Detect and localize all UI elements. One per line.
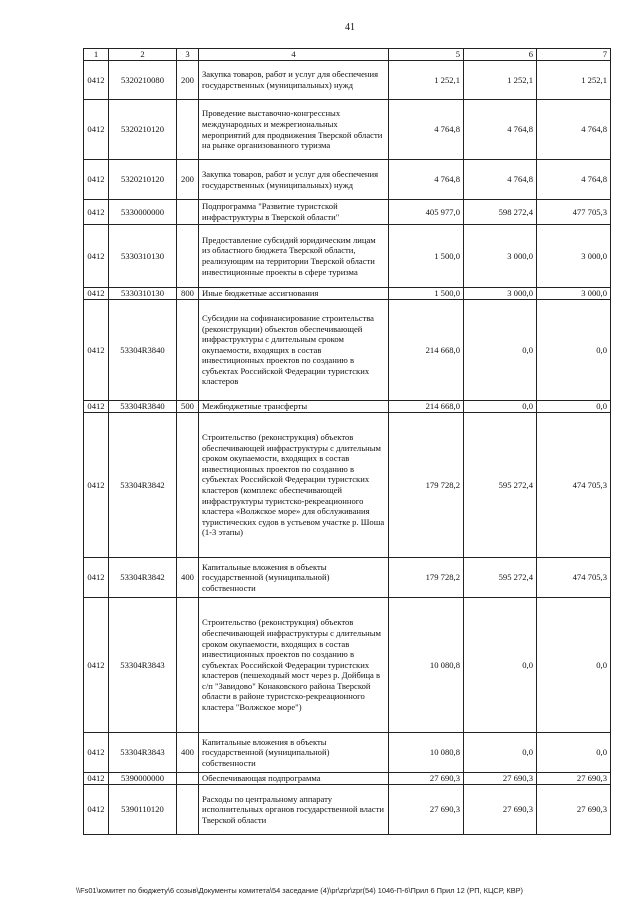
amount-year1-cell: 214 668,0 xyxy=(389,401,464,413)
amount-year3-cell: 3 000,0 xyxy=(537,225,611,288)
table-row xyxy=(84,61,611,100)
expense-type-cell xyxy=(177,773,199,785)
amount-year2-cell: 27 690,3 xyxy=(464,773,537,785)
expense-type-cell xyxy=(177,598,199,733)
amount-year3-cell: 0,0 xyxy=(537,598,611,733)
amount-year1-cell: 1 500,0 xyxy=(389,288,464,300)
name-cell: Расходы по центральному аппарату исполнительных органов государственной власти Тверской области xyxy=(199,785,389,835)
amount-year2-cell: 0,0 xyxy=(464,598,537,733)
section-cell: 0412 xyxy=(84,160,109,200)
amount-year1-cell: 4 764,8 xyxy=(389,160,464,200)
amount-year1-cell: 10 080,8 xyxy=(389,733,464,773)
target-code-cell: 53304R3842 xyxy=(109,558,177,598)
amount-year1-cell: 27 690,3 xyxy=(389,785,464,835)
table-row xyxy=(84,225,611,288)
section-cell: 0412 xyxy=(84,598,109,733)
name-cell: Иные бюджетные ассигнования xyxy=(199,288,389,300)
amount-year2-cell: 595 272,4 xyxy=(464,413,537,558)
target-code-cell: 53304R3842 xyxy=(109,413,177,558)
name-cell: Субсидии на софинансирование строительства (реконструкции) объектов обеспечивающей инфраструктуры с длительным сроком окупаемости, входящих в состав инвестиционных проектов по созданию в субъектах Российской Федерации туристских кластеров xyxy=(199,300,389,401)
expense-type-cell: 400 xyxy=(177,558,199,598)
header-cell: 5 xyxy=(389,49,464,61)
table-row xyxy=(84,100,611,160)
section-cell: 0412 xyxy=(84,300,109,401)
amount-year3-cell: 1 252,1 xyxy=(537,61,611,100)
table-row xyxy=(84,401,611,413)
section-cell: 0412 xyxy=(84,785,109,835)
page-number: 41 xyxy=(345,22,355,33)
amount-year3-cell: 0,0 xyxy=(537,401,611,413)
section-cell: 0412 xyxy=(84,773,109,785)
expense-type-cell xyxy=(177,200,199,225)
amount-year3-cell: 474 705,3 xyxy=(537,558,611,598)
expense-type-cell: 800 xyxy=(177,288,199,300)
amount-year3-cell: 477 705,3 xyxy=(537,200,611,225)
amount-year1-cell: 1 252,1 xyxy=(389,61,464,100)
name-cell: Закупка товаров, работ и услуг для обеспечения государственных (муниципальных) нужд xyxy=(199,61,389,100)
table-row xyxy=(84,288,611,300)
amount-year3-cell: 474 705,3 xyxy=(537,413,611,558)
expense-type-cell: 400 xyxy=(177,733,199,773)
target-code-cell: 5330000000 xyxy=(109,200,177,225)
name-cell: Капитальные вложения в объекты государственной (муниципальной) собственности xyxy=(199,558,389,598)
table-row xyxy=(84,785,611,835)
table-row xyxy=(84,413,611,558)
amount-year3-cell: 27 690,3 xyxy=(537,785,611,835)
amount-year1-cell: 179 728,2 xyxy=(389,413,464,558)
expense-type-cell xyxy=(177,225,199,288)
target-code-cell: 5320210120 xyxy=(109,100,177,160)
target-code-cell: 5390110120 xyxy=(109,785,177,835)
amount-year2-cell: 27 690,3 xyxy=(464,785,537,835)
name-cell: Капитальные вложения в объекты государственной (муниципальной) собственности xyxy=(199,733,389,773)
amount-year2-cell: 0,0 xyxy=(464,300,537,401)
section-cell: 0412 xyxy=(84,100,109,160)
expense-type-cell xyxy=(177,785,199,835)
target-code-cell: 53304R3840 xyxy=(109,300,177,401)
amount-year2-cell: 3 000,0 xyxy=(464,225,537,288)
section-cell: 0412 xyxy=(84,401,109,413)
amount-year1-cell: 405 977,0 xyxy=(389,200,464,225)
amount-year3-cell: 3 000,0 xyxy=(537,288,611,300)
budget-table xyxy=(83,48,611,835)
section-cell: 0412 xyxy=(84,61,109,100)
table-row xyxy=(84,733,611,773)
header-cell: 4 xyxy=(199,49,389,61)
table-row xyxy=(84,300,611,401)
header-cell: 1 xyxy=(84,49,109,61)
amount-year1-cell: 1 500,0 xyxy=(389,225,464,288)
section-cell: 0412 xyxy=(84,733,109,773)
expense-type-cell: 200 xyxy=(177,61,199,100)
name-cell: Проведение выставочно-конгрессных международных и межрегиональных мероприятий для продвижения Тверской области на рынке организованного туризма xyxy=(199,100,389,160)
target-code-cell: 5330310130 xyxy=(109,225,177,288)
amount-year3-cell: 27 690,3 xyxy=(537,773,611,785)
table-row xyxy=(84,200,611,225)
expense-type-cell xyxy=(177,413,199,558)
amount-year2-cell: 4 764,8 xyxy=(464,100,537,160)
target-code-cell: 5320210120 xyxy=(109,160,177,200)
document-file-path: \\Fs01\комитет по бюджету\6 созыв\Документы комитета\54 заседание (4)\pr\zpr\zpr(54) 1046-П-6\Прил 6 Прил 12 (РП, КЦСР, КВР) xyxy=(76,886,524,895)
amount-year2-cell: 0,0 xyxy=(464,733,537,773)
header-cell: 2 xyxy=(109,49,177,61)
amount-year2-cell: 1 252,1 xyxy=(464,61,537,100)
name-cell: Межбюджетные трансферты xyxy=(199,401,389,413)
table-row xyxy=(84,598,611,733)
header-cell: 6 xyxy=(464,49,537,61)
header-cell: 3 xyxy=(177,49,199,61)
table-header-row xyxy=(84,49,611,61)
amount-year2-cell: 4 764,8 xyxy=(464,160,537,200)
expense-type-cell xyxy=(177,100,199,160)
amount-year3-cell: 0,0 xyxy=(537,733,611,773)
amount-year1-cell: 27 690,3 xyxy=(389,773,464,785)
name-cell: Строительство (реконструкция) объектов обеспечивающей инфраструктуры с длительным сроком окупаемости, входящих в состав инвестиционных проектов по созданию в субъектах Российской Федерации туристских кластеров (пешеходный мост через р. Дойбица в с/п "Завидово" Конаковского района Тверской области в районе туристско-рекреационного кластера "Волжское море") xyxy=(199,598,389,733)
amount-year1-cell: 4 764,8 xyxy=(389,100,464,160)
target-code-cell: 5330310130 xyxy=(109,288,177,300)
table-row xyxy=(84,558,611,598)
section-cell: 0412 xyxy=(84,413,109,558)
name-cell: Обеспечивающая подпрограмма xyxy=(199,773,389,785)
target-code-cell: 53304R3843 xyxy=(109,733,177,773)
amount-year2-cell: 595 272,4 xyxy=(464,558,537,598)
name-cell: Закупка товаров, работ и услуг для обеспечения государственных (муниципальных) нужд xyxy=(199,160,389,200)
section-cell: 0412 xyxy=(84,200,109,225)
amount-year2-cell: 0,0 xyxy=(464,401,537,413)
expense-type-cell: 200 xyxy=(177,160,199,200)
name-cell: Предоставление субсидий юридическим лицам из областного бюджета Тверской области, реализующим на территории Тверской области инвестиционные проекты в сфере туризма xyxy=(199,225,389,288)
amount-year3-cell: 4 764,8 xyxy=(537,100,611,160)
header-cell: 7 xyxy=(537,49,611,61)
amount-year1-cell: 10 080,8 xyxy=(389,598,464,733)
section-cell: 0412 xyxy=(84,225,109,288)
amount-year1-cell: 179 728,2 xyxy=(389,558,464,598)
target-code-cell: 5320210080 xyxy=(109,61,177,100)
amount-year1-cell: 214 668,0 xyxy=(389,300,464,401)
section-cell: 0412 xyxy=(84,558,109,598)
target-code-cell: 5390000000 xyxy=(109,773,177,785)
amount-year2-cell: 598 272,4 xyxy=(464,200,537,225)
name-cell: Строительство (реконструкция) объектов обеспечивающей инфраструктуры с длительным сроком окупаемости, входящих в состав инвестиционных проектов по созданию в субъектах Российской Федерации туристских кластеров (комплекс обеспечивающей инфраструктуры туристско-рекреационного кластера «Волжское море» для обслуживания туристических судов в устьевом участке р. Шоша (1-3 этапы) xyxy=(199,413,389,558)
section-cell: 0412 xyxy=(84,288,109,300)
amount-year3-cell: 0,0 xyxy=(537,300,611,401)
target-code-cell: 53304R3843 xyxy=(109,598,177,733)
amount-year3-cell: 4 764,8 xyxy=(537,160,611,200)
name-cell: Подпрограмма "Развитие туристской инфраструктуры в Тверской области" xyxy=(199,200,389,225)
amount-year2-cell: 3 000,0 xyxy=(464,288,537,300)
expense-type-cell xyxy=(177,300,199,401)
table-row xyxy=(84,160,611,200)
table-row xyxy=(84,773,611,785)
expense-type-cell: 500 xyxy=(177,401,199,413)
target-code-cell: 53304R3840 xyxy=(109,401,177,413)
